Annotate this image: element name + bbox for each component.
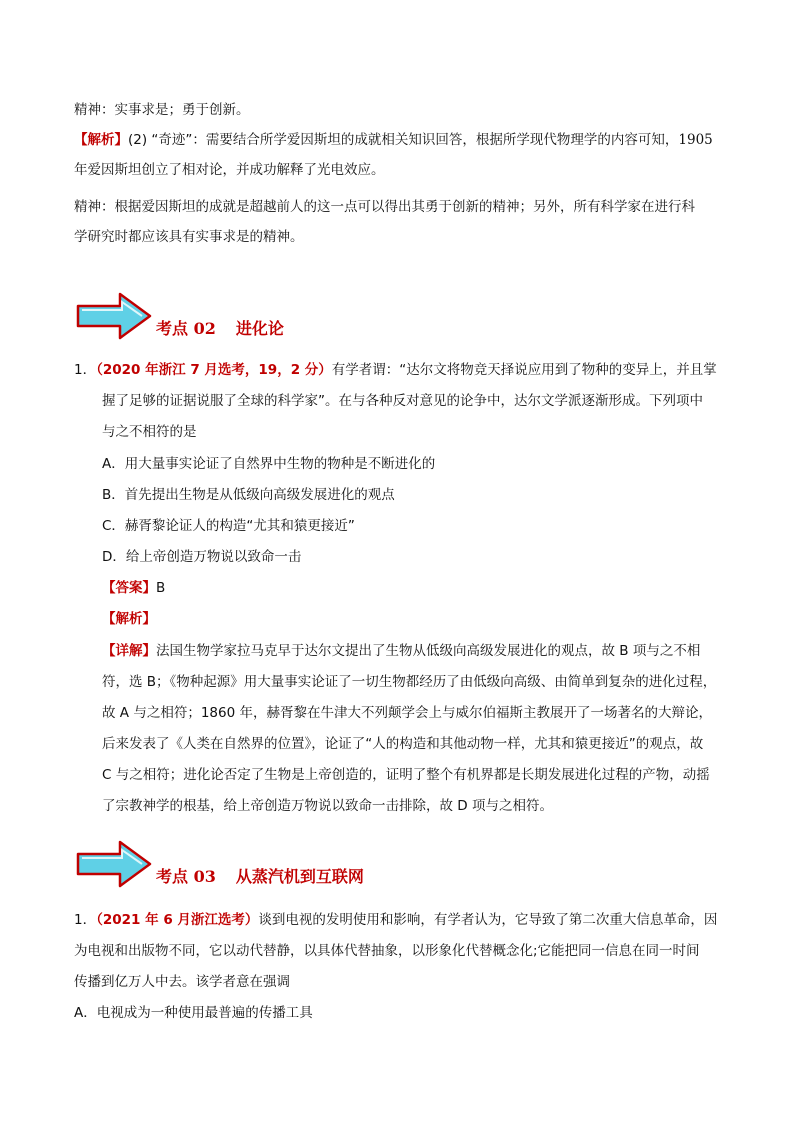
q1-detail-line-2: 符，选 B；《物种起源》用大量事实论证了一切生物都经历了由低级向高级、由简单到复杂的进化过程， (102, 674, 717, 690)
section-title-03 (156, 864, 364, 887)
q2-stem-text: 谈到电视的发明使用和影响，有学者认为，它导致了第二次重大信息革命，因 (258, 912, 718, 928)
section-title-02 (156, 316, 284, 339)
section-label-03: 考点 03 (156, 867, 216, 886)
q2-number: 1． (74, 912, 97, 928)
q1-answer-tag: 【答案】 (102, 580, 156, 596)
q2-stem-line-2: 为电视和出版物不同，它以动代替静，以具体代替抽象，以形象化代替概念化;它能把同一信息在同一时间 (74, 943, 700, 959)
q2-source: （2021 年 6 月浙江选考） (96, 912, 259, 928)
section-heading-03 (74, 838, 414, 900)
q2-stem-line-3: 传播到亿万人中去。该学者意在强调 (74, 974, 290, 990)
q1-detail-line-3: 故 A 与之相符；1860 年，赫胥黎在牛津大不列颠学会上与威尔伯福斯主教展开了一场著名的大辩论， (102, 705, 712, 721)
analysis-text: (2) “奇迹”：需要结合所学爱因斯坦的成就相关知识回答，根据所学现代物理学的内容可知， (128, 132, 679, 148)
section-name-02: 进化论 (235, 319, 284, 338)
analysis-year: 1905 (678, 132, 713, 148)
q1-detail-line-5: C 与之相符；进化论否定了生物是上帝创造的，证明了整个有机界都是长期发展进化过程的产物，动摇 (102, 767, 710, 783)
analysis-line-1 (74, 130, 713, 150)
q1-option-d: D．给上帝创造万物说以致命一击 (102, 549, 302, 565)
q1-stem-line-3: 与之不相符的是 (102, 424, 197, 440)
q1-detail-line-6: 了宗教神学的根基，给上帝创造万物说以致命一击排除，故 D 项与之相符。 (102, 798, 553, 814)
q1-option-a: A．用大量事实论证了自然界中生物的物种是不断进化的 (102, 456, 436, 472)
spirit2-line-1: 精神：根据爱因斯坦的成就是超越前人的这一点可以得出其勇于创新的精神；另外，所有科学家在进行科 (74, 199, 695, 215)
q1-analysis-tag: 【解析】 (102, 611, 156, 627)
analysis-tag: 【解析】 (74, 132, 128, 148)
q1-answer-value: B (156, 580, 166, 596)
arrow-icon (74, 290, 154, 342)
q1-number: 1． (74, 362, 97, 378)
q1-option-c: C．赫胥黎论证人的构造“尤其和猿更接近” (102, 518, 355, 534)
q1-stem-line-1 (74, 360, 717, 380)
arrow-icon (74, 838, 154, 890)
section-label-02: 考点 02 (156, 319, 216, 338)
analysis-line-2: 年爱因斯坦创立了相对论，并成功解释了光电效应。 (74, 162, 385, 178)
q1-source: （2020 年浙江 7 月选考，19，2 分） (96, 362, 332, 378)
q1-detail-tag: 【详解】 (102, 643, 156, 659)
q1-answer (102, 578, 165, 598)
spirit2-line-2: 学研究时都应该具有实事求是的精神。 (74, 229, 304, 245)
spirit-line-1: 精神：实事求是；勇于创新。 (74, 102, 250, 118)
q1-stem-text: 有学者谓：“达尔文将物竞天择说应用到了物种的变异上，并且掌 (331, 362, 717, 378)
section-heading-02 (74, 290, 414, 352)
q1-option-b: B．首先提出生物是从低级向高级发展进化的观点 (102, 487, 395, 503)
q1-detail-line-4: 后来发表了《人类在自然界的位置》，论证了“人的构造和其他动物一样，尤其和猿更接近”的观点，故 (102, 736, 704, 752)
q2-option-a: A．电视成为一种使用最普遍的传播工具 (74, 1005, 313, 1021)
q2-stem-line-1 (74, 910, 717, 930)
section-name-03: 从蒸汽机到互联网 (235, 867, 364, 886)
q1-stem-line-2: 握了足够的证据说服了全球的科学家”。在与各种反对意见的论争中，达尔文学派逐渐形成。下列项中 (102, 393, 703, 409)
q1-detail-line-1: 【详解】法国生物学家拉马克早于达尔文提出了生物从低级向高级发展进化的观点，故 B 项与之不相 (102, 643, 701, 659)
